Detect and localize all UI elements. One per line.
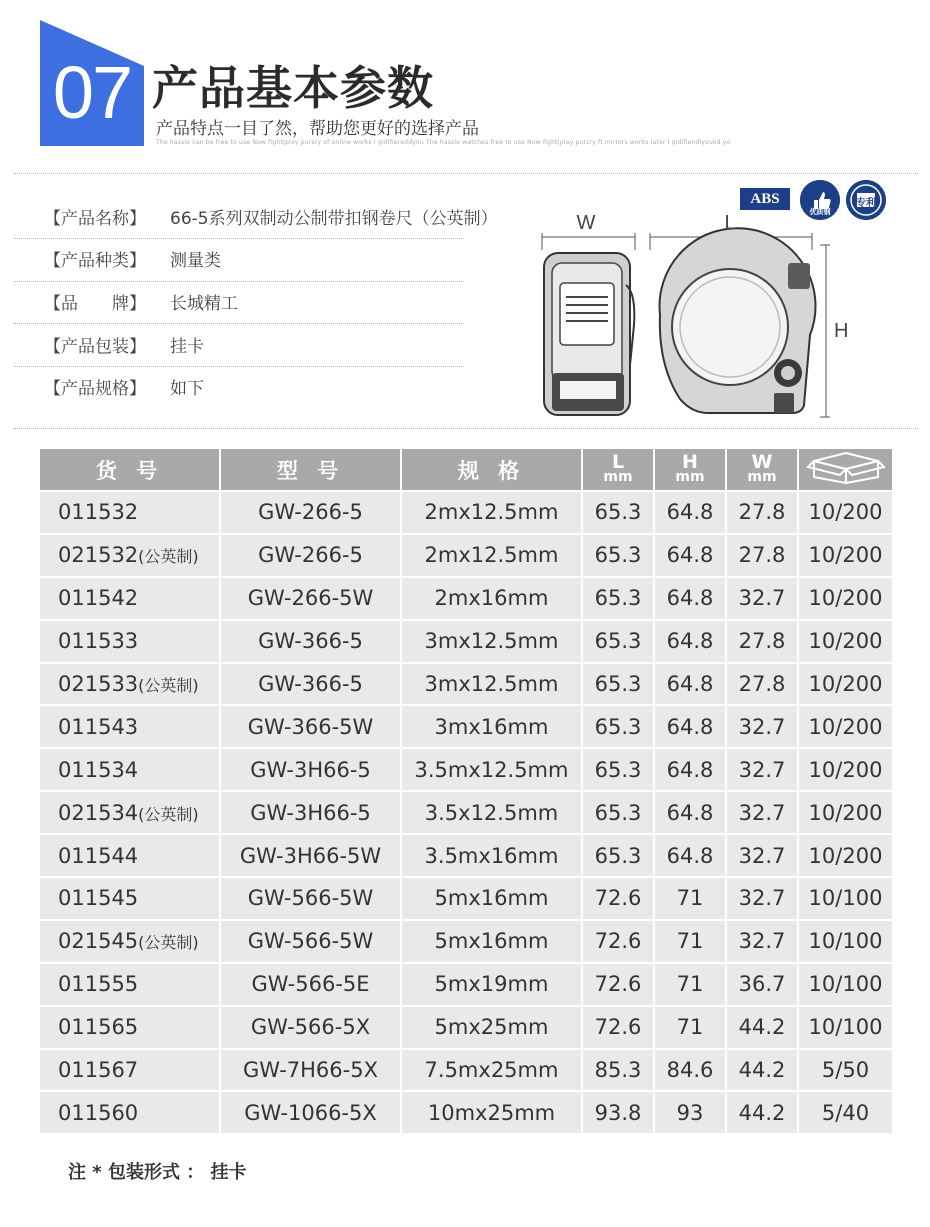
cell-width: 32.7: [727, 878, 799, 921]
cell-height: 93: [655, 1092, 727, 1135]
info-row-spec: [44, 377, 204, 401]
code-value: 011567: [58, 1058, 139, 1083]
cell-spec: 2mx16mm: [402, 578, 583, 621]
cell-package: 10/100: [799, 878, 892, 921]
cell-code: [40, 921, 221, 964]
cell-width: 32.7: [727, 749, 799, 792]
cell-height: 64.8: [655, 749, 727, 792]
info-row-name: [44, 207, 498, 231]
code-suffix: (公英制): [138, 547, 199, 567]
header-unit: mm: [747, 468, 777, 485]
cell-length: 72.6: [583, 878, 655, 921]
cell-package: 10/100: [799, 1007, 892, 1050]
cell-height: 64.8: [655, 835, 727, 878]
cell-spec: 3mx12.5mm: [402, 621, 583, 664]
cell-package: 10/200: [799, 492, 892, 535]
cell-height: 71: [655, 1007, 727, 1050]
cell-height: 64.8: [655, 706, 727, 749]
header-length: [583, 449, 655, 492]
table-header-row: [40, 449, 892, 492]
info-value: 挂卡: [170, 337, 204, 357]
length-label: L: [724, 212, 736, 234]
info-value: 测量类: [170, 251, 221, 271]
code-value: 011560: [58, 1100, 139, 1125]
cell-model: GW-1066-5X: [221, 1092, 402, 1135]
code-value: 011542: [58, 586, 139, 611]
cell-model: GW-3H66-5W: [221, 835, 402, 878]
divider: [14, 366, 464, 367]
table-row: [40, 792, 892, 835]
table-row: [40, 535, 892, 578]
cell-length: 65.3: [583, 621, 655, 664]
header-unit: mm: [603, 468, 633, 485]
cell-model: GW-566-5W: [221, 878, 402, 921]
cell-code: [40, 878, 221, 921]
cell-spec: 3.5x12.5mm: [402, 792, 583, 835]
table-row: [40, 835, 892, 878]
divider: [14, 173, 918, 174]
cell-package: 10/200: [799, 664, 892, 707]
cell-length: 65.3: [583, 749, 655, 792]
table-row: [40, 621, 892, 664]
cell-code: [40, 706, 221, 749]
table-row: [40, 1092, 892, 1135]
cell-package: 10/200: [799, 706, 892, 749]
code-suffix: (公英制): [138, 933, 199, 953]
product-dimension-drawing: [530, 205, 860, 430]
cell-spec: 5mx16mm: [402, 878, 583, 921]
cell-length: 65.3: [583, 792, 655, 835]
cell-height: 64.8: [655, 535, 727, 578]
header-height-letter: H: [682, 450, 698, 473]
spec-table: [40, 449, 892, 1135]
cell-model: GW-566-5W: [221, 921, 402, 964]
cell-code: [40, 749, 221, 792]
code-value: 021545: [58, 929, 139, 954]
footnote: 注 * 包装形式 ： 挂卡: [68, 1162, 247, 1183]
divider: [14, 238, 464, 239]
header-width-letter: W: [751, 450, 773, 473]
cell-length: 72.6: [583, 921, 655, 964]
cell-length: 65.3: [583, 706, 655, 749]
cell-length: 93.8: [583, 1092, 655, 1135]
cell-code: [40, 664, 221, 707]
info-row-brand: [44, 292, 238, 316]
cell-model: GW-566-5X: [221, 1007, 402, 1050]
cell-height: 64.8: [655, 492, 727, 535]
code-value: 011533: [58, 629, 139, 654]
table-row: [40, 964, 892, 1007]
cell-spec: 10mx25mm: [402, 1092, 583, 1135]
cell-model: GW-266-5: [221, 535, 402, 578]
cell-package: 5/50: [799, 1050, 892, 1093]
cell-code: [40, 578, 221, 621]
code-suffix: (公英制): [138, 804, 199, 824]
cell-code: [40, 1092, 221, 1135]
cell-width: 44.2: [727, 1092, 799, 1135]
info-label: 【产品种类】: [44, 251, 146, 271]
cell-code: [40, 964, 221, 1007]
code-value: 011555: [58, 972, 139, 997]
cell-width: 44.2: [727, 1007, 799, 1050]
cell-package: 10/200: [799, 749, 892, 792]
cell-length: 65.3: [583, 664, 655, 707]
cell-height: 71: [655, 921, 727, 964]
cell-spec: 5mx19mm: [402, 964, 583, 1007]
cell-length: 72.6: [583, 964, 655, 1007]
cell-width: 32.7: [727, 792, 799, 835]
cell-height: 71: [655, 964, 727, 1007]
cell-width: 27.8: [727, 535, 799, 578]
page-subtitle: 产品特点一目了然，帮助您更好的选择产品: [156, 119, 479, 139]
table-row: [40, 706, 892, 749]
cell-width: 36.7: [727, 964, 799, 1007]
divider: [14, 323, 464, 324]
code-value: 021533: [58, 672, 139, 696]
cell-height: 84.6: [655, 1050, 727, 1093]
quality-label: 优质钢: [809, 208, 831, 216]
cell-length: 65.3: [583, 492, 655, 535]
cell-model: GW-366-5W: [221, 706, 402, 749]
cell-model: GW-566-5E: [221, 964, 402, 1007]
code-suffix: (公英制): [138, 676, 199, 695]
cell-height: 64.8: [655, 792, 727, 835]
code-value: 011534: [58, 757, 139, 782]
section-number: 07: [52, 51, 132, 134]
code-value: 011545: [58, 886, 139, 911]
cell-length: 85.3: [583, 1050, 655, 1093]
tiny-english-text: The hassle can be free to use Now fight|play pursry of online works I gidifiereddyou The hassle watches free to use Now fight|play pursry ft mirrors works later I gidifiendlyoukd yo: [156, 139, 731, 146]
header-height: [655, 449, 727, 492]
patent-label: 专利: [856, 198, 876, 209]
table-row: [40, 1007, 892, 1050]
table-row: [40, 1050, 892, 1093]
cell-spec: 3.5mx12.5mm: [402, 749, 583, 792]
cell-code: [40, 792, 221, 835]
cell-height: 71: [655, 878, 727, 921]
code-value: 011565: [58, 1015, 139, 1040]
tape-measure-illustration: [530, 205, 860, 430]
cell-model: GW-366-5: [221, 621, 402, 664]
cell-code: [40, 535, 221, 578]
cell-spec: 5mx25mm: [402, 1007, 583, 1050]
cell-width: 32.7: [727, 578, 799, 621]
cell-spec: 3.5mx16mm: [402, 835, 583, 878]
abs-badge: ABS: [740, 188, 790, 210]
cell-width: 32.7: [727, 921, 799, 964]
cell-spec: 5mx16mm: [402, 921, 583, 964]
table-row: [40, 921, 892, 964]
header-length-letter: L: [611, 450, 625, 473]
cell-length: 72.6: [583, 1007, 655, 1050]
cell-height: 64.8: [655, 621, 727, 664]
table-row: [40, 878, 892, 921]
cell-package: 5/40: [799, 1092, 892, 1135]
cell-width: 32.7: [727, 835, 799, 878]
cell-width: 27.8: [727, 664, 799, 707]
cell-model: GW-266-5W: [221, 578, 402, 621]
width-label: W: [576, 212, 596, 234]
header-code: 货 号: [40, 449, 221, 492]
info-row-packaging: [44, 335, 204, 359]
cell-spec: 3mx16mm: [402, 706, 583, 749]
cell-width: 27.8: [727, 621, 799, 664]
cell-model: GW-7H66-5X: [221, 1050, 402, 1093]
info-value: 长城精工: [170, 294, 238, 314]
code-value: 011543: [58, 714, 139, 739]
cell-package: 10/200: [799, 535, 892, 578]
cell-spec: 2mx12.5mm: [402, 535, 583, 578]
info-label: 【品 牌】: [44, 294, 146, 314]
code-value: 021532: [58, 543, 139, 568]
header-model: 型 号: [221, 449, 402, 492]
cell-package: 10/200: [799, 578, 892, 621]
cell-code: [40, 835, 221, 878]
info-label: 【产品规格】: [44, 379, 146, 399]
height-label: H: [834, 320, 849, 342]
table-row: [40, 749, 892, 792]
info-label: 【产品包装】: [44, 337, 146, 357]
header-package: [799, 449, 892, 492]
code-value: 011544: [58, 843, 139, 868]
divider: [14, 281, 464, 282]
cell-package: 10/200: [799, 792, 892, 835]
cell-code: [40, 1007, 221, 1050]
cell-package: 10/200: [799, 621, 892, 664]
cell-height: 64.8: [655, 664, 727, 707]
cell-model: GW-366-5: [221, 664, 402, 707]
cell-model: GW-266-5: [221, 492, 402, 535]
carton-box-icon: [806, 449, 886, 485]
cell-length: 65.3: [583, 535, 655, 578]
code-value: 011532: [58, 500, 139, 525]
info-label: 【产品名称】: [44, 209, 146, 229]
cell-code: [40, 1050, 221, 1093]
page-title: 产品基本参数: [152, 61, 434, 115]
cell-spec: 7.5mx25mm: [402, 1050, 583, 1093]
info-value: 如下: [170, 379, 204, 399]
cell-height: 64.8: [655, 578, 727, 621]
cell-code: [40, 621, 221, 664]
cell-package: 10/100: [799, 964, 892, 1007]
cell-spec: 2mx12.5mm: [402, 492, 583, 535]
code-value: 021534: [58, 800, 139, 825]
table-row: [40, 492, 892, 535]
cell-spec: 3mx12.5mm: [402, 664, 583, 707]
table-row: [40, 578, 892, 621]
cell-model: GW-3H66-5: [221, 792, 402, 835]
info-value: 66-5系列双制动公制带扣钢卷尺（公英制）: [170, 209, 498, 229]
header-spec: 规 格: [402, 449, 583, 492]
cell-package: 10/200: [799, 835, 892, 878]
cell-model: GW-3H66-5: [221, 749, 402, 792]
header-unit: mm: [675, 468, 705, 485]
cell-package: 10/100: [799, 921, 892, 964]
cell-length: 65.3: [583, 578, 655, 621]
cell-width: 27.8: [727, 492, 799, 535]
cell-code: [40, 492, 221, 535]
header-width: [727, 449, 799, 492]
cell-width: 44.2: [727, 1050, 799, 1093]
cell-length: 65.3: [583, 835, 655, 878]
table-row: [40, 664, 892, 707]
info-row-category: [44, 249, 221, 273]
cell-width: 32.7: [727, 706, 799, 749]
